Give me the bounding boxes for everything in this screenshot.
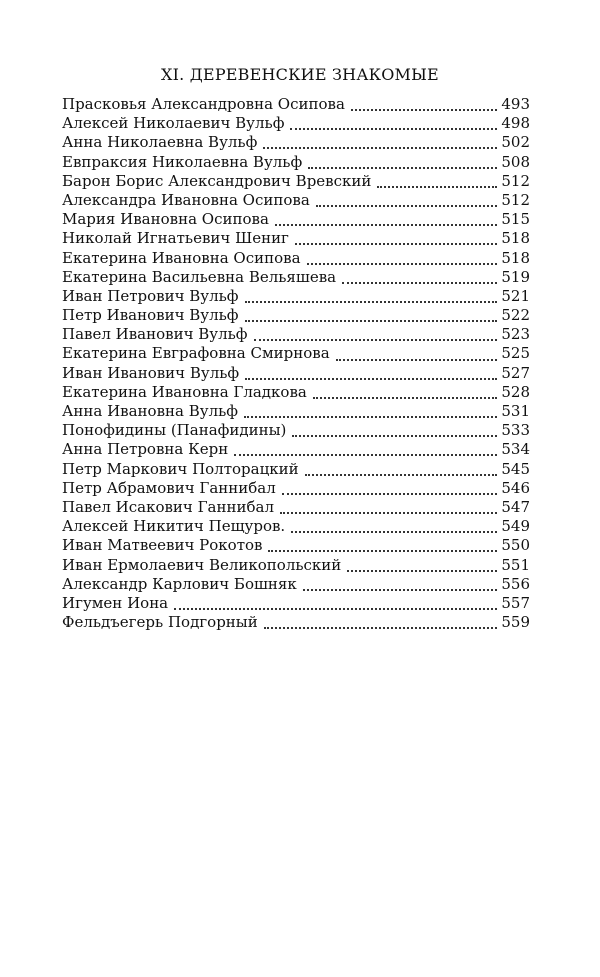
toc-page-number: 550 bbox=[501, 536, 530, 555]
toc-entry-title: Алексей Николаевич Вульф bbox=[62, 114, 290, 133]
dot-leader bbox=[275, 223, 497, 226]
toc-entry-title: Павел Исакович Ганнибал bbox=[62, 498, 280, 517]
toc-entry bbox=[62, 249, 530, 268]
toc-entry bbox=[62, 364, 530, 383]
toc-entry bbox=[62, 191, 530, 210]
toc-page-number: 528 bbox=[501, 382, 530, 401]
toc-entry-title: Понофидины (Панафидины) bbox=[62, 421, 292, 440]
dot-leader bbox=[305, 473, 498, 476]
toc-entry bbox=[62, 114, 530, 133]
section-title: XI. ДЕРЕВЕНСКИЕ ЗНАКОМЫЕ bbox=[161, 65, 439, 84]
toc-entry bbox=[62, 325, 530, 344]
toc-page-number: 518 bbox=[501, 229, 530, 248]
toc-page-number: 556 bbox=[501, 574, 530, 593]
toc-entry-title: Иван Петрович Вульф bbox=[62, 287, 245, 306]
dot-leader bbox=[244, 415, 497, 418]
toc-entry bbox=[62, 440, 530, 459]
toc-page-number: 515 bbox=[501, 210, 530, 229]
toc-entry bbox=[62, 498, 530, 517]
dot-leader bbox=[342, 281, 497, 284]
toc-page-number: 551 bbox=[501, 555, 530, 574]
dot-leader bbox=[316, 204, 498, 207]
toc-entry-title: Фельдъегерь Подгорный bbox=[62, 613, 264, 632]
table-of-contents bbox=[62, 95, 530, 632]
toc-page-number: 525 bbox=[501, 344, 530, 363]
toc-entry-title: Екатерина Васильевна Вельяшева bbox=[62, 268, 342, 287]
toc-entry-title: Анна Петровна Керн bbox=[62, 440, 234, 459]
toc-page-number: 545 bbox=[501, 459, 530, 478]
toc-entry bbox=[62, 268, 530, 287]
dot-leader bbox=[295, 242, 497, 245]
toc-page-number: 502 bbox=[501, 133, 530, 152]
toc-entry bbox=[62, 383, 530, 402]
toc-page-number: 546 bbox=[501, 478, 530, 497]
toc-entry-title: Прасковья Александровна Осипова bbox=[62, 95, 351, 114]
toc-page-number: 547 bbox=[501, 497, 530, 516]
toc-entry bbox=[62, 229, 530, 248]
dot-leader bbox=[263, 146, 497, 149]
dot-leader bbox=[174, 607, 497, 610]
toc-entry bbox=[62, 95, 530, 114]
toc-page-number: 549 bbox=[501, 517, 530, 536]
toc-entry-title: Иван Матвеевич Рокотов bbox=[62, 536, 268, 555]
dot-leader bbox=[290, 127, 497, 130]
toc-page-number: 521 bbox=[501, 286, 530, 305]
toc-entry-title: Алексей Никитич Пещуров. bbox=[62, 517, 291, 536]
toc-entry bbox=[62, 133, 530, 152]
toc-page-number: 512 bbox=[501, 190, 530, 209]
toc-entry-title: Анна Николаевна Вульф bbox=[62, 133, 263, 152]
dot-leader bbox=[280, 511, 497, 514]
toc-entry-title: Николай Игнатьевич Шениг bbox=[62, 229, 295, 248]
dot-leader bbox=[351, 108, 497, 111]
toc-entry bbox=[62, 460, 530, 479]
toc-entry-title: Петр Иванович Вульф bbox=[62, 306, 245, 325]
toc-page-number: 531 bbox=[501, 402, 530, 420]
toc-entry bbox=[62, 210, 530, 229]
toc-page-number: 533 bbox=[501, 421, 530, 440]
toc-entry-title: Павел Иванович Вульф bbox=[62, 325, 254, 344]
toc-entry-title: Екатерина Ивановна Осипова bbox=[62, 249, 307, 268]
dot-leader bbox=[291, 530, 497, 533]
dot-leader bbox=[313, 396, 498, 399]
dot-leader bbox=[377, 185, 497, 188]
toc-entry-title: Александра Ивановна Осипова bbox=[62, 191, 316, 210]
toc-entry-title: Анна Ивановна Вульф bbox=[62, 402, 244, 421]
dot-leader bbox=[307, 262, 498, 265]
dot-leader bbox=[245, 319, 498, 322]
toc-entry-title: Екатерина Ивановна Гладкова bbox=[62, 383, 313, 402]
dot-leader bbox=[254, 338, 498, 341]
toc-entry bbox=[62, 536, 530, 555]
toc-entry bbox=[62, 153, 530, 172]
toc-entry bbox=[62, 613, 530, 632]
toc-page-number: 512 bbox=[501, 171, 530, 190]
toc-page-number: 518 bbox=[501, 248, 530, 267]
dot-leader bbox=[292, 434, 497, 437]
toc-entry bbox=[62, 402, 530, 421]
toc-entry bbox=[62, 517, 530, 536]
dot-leader bbox=[245, 377, 497, 380]
dot-leader bbox=[268, 549, 497, 552]
dot-leader bbox=[234, 453, 497, 456]
toc-entry-title: Петр Маркович Полторацкий bbox=[62, 460, 305, 479]
toc-page-number: 519 bbox=[501, 267, 530, 286]
toc-entry-title: Иван Иванович Вульф bbox=[62, 364, 245, 383]
dot-leader bbox=[308, 166, 497, 169]
toc-entry bbox=[62, 479, 530, 498]
toc-page-number: 527 bbox=[501, 363, 530, 382]
toc-entry-title: Игумен Иона bbox=[62, 594, 174, 613]
toc-entry bbox=[62, 594, 530, 613]
toc-page-number: 508 bbox=[501, 152, 530, 171]
toc-entry-title: Екатерина Евграфовна Смирнова bbox=[62, 344, 336, 363]
toc-page-number: 522 bbox=[501, 306, 530, 325]
toc-entry bbox=[62, 287, 530, 306]
toc-entry bbox=[62, 306, 530, 325]
toc-entry-title: Евпраксия Николаевна Вульф bbox=[62, 153, 308, 172]
toc-page-number: 559 bbox=[501, 613, 530, 632]
toc-entry-title: Петр Абрамович Ганнибал bbox=[62, 479, 282, 498]
toc-page-number: 498 bbox=[501, 114, 530, 133]
dot-leader bbox=[347, 569, 497, 572]
dot-leader bbox=[245, 300, 498, 303]
toc-entry-title: Александр Карлович Бошняк bbox=[62, 575, 303, 594]
toc-page-number: 493 bbox=[501, 95, 530, 113]
toc-page-number: 534 bbox=[501, 440, 530, 459]
toc-entry bbox=[62, 556, 530, 575]
dot-leader bbox=[282, 492, 498, 495]
toc-entry-title: Иван Ермолаевич Великопольский bbox=[62, 556, 347, 575]
dot-leader bbox=[336, 358, 498, 361]
toc-entry bbox=[62, 172, 530, 191]
toc-entry bbox=[62, 344, 530, 363]
dot-leader bbox=[264, 626, 498, 629]
toc-page-number: 523 bbox=[501, 325, 530, 344]
toc-entry bbox=[62, 575, 530, 594]
toc-entry-title: Мария Ивановна Осипова bbox=[62, 210, 275, 229]
toc-entry-title: Барон Борис Александрович Вревский bbox=[62, 172, 377, 191]
toc-entry bbox=[62, 421, 530, 440]
toc-page-number: 557 bbox=[501, 593, 530, 612]
dot-leader bbox=[303, 588, 498, 591]
